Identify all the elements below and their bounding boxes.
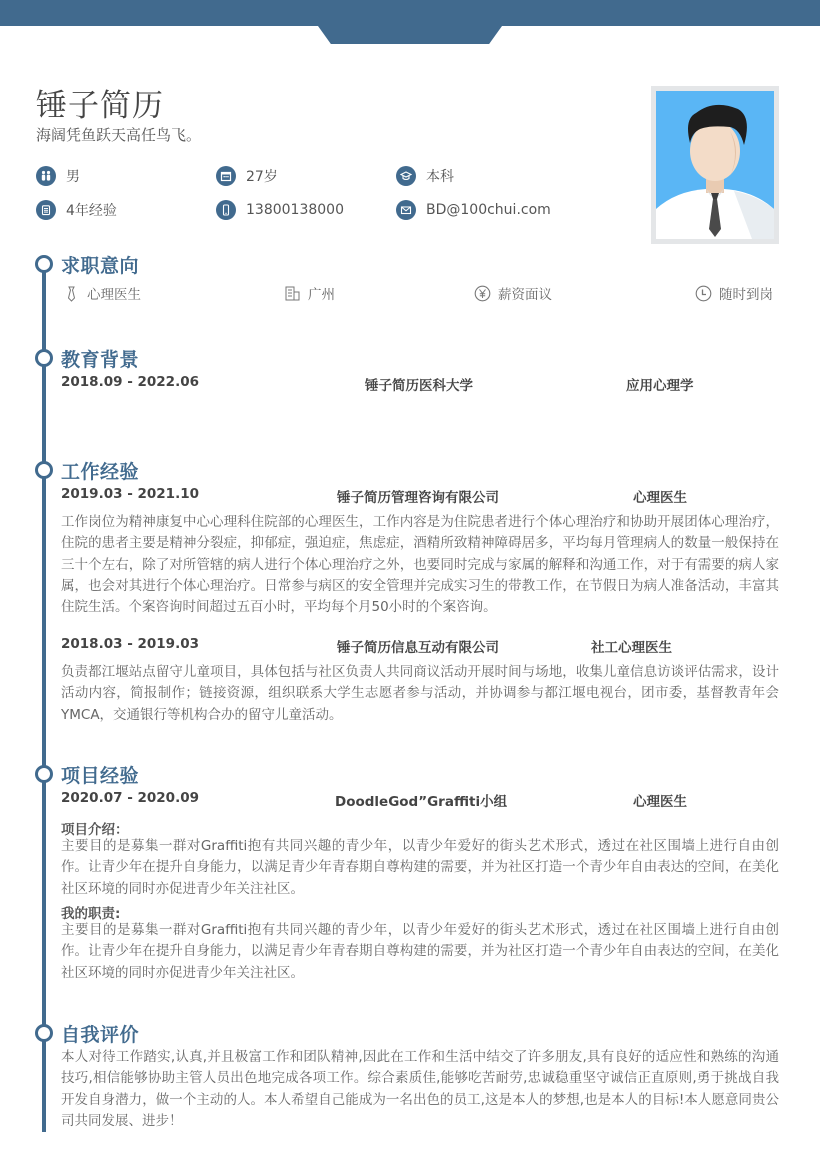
education-period: 2018.09 - 2022.06: [61, 374, 199, 390]
self-eval-text: 本人对待工作踏实,认真,并且极富工作和团队精神,因此在工作和生活中结交了许多朋友,具有良好的适应性和熟练的沟通技巧,相信能够协助主管人员出色地完成各项工作。综合素质佳,能够吃苦耐劳,忠诚稳重坚守诚信正直原则,勇于挑战自我开发自身潜力，做一个主动的人。本人希望自己能成为一名出色的员工,这是本人的梦想,也是本人的目标!本人愿意同贵公司共同发展、进步！: [61, 1049, 779, 1129]
work-description: 工作岗位为精神康复中心心理科住院部的心理医生，工作内容是为住院患者进行个体心理治疗和协助开展团体心理治疗，住院的患者主要是精神分裂症，抑郁症，强迫症，焦虑症，酒精所致精神障碍居多，平均每月管理病人的数量一般保持在三十个左右，除了对所管辖的病人进行个体心理治疗之外，也要同时完成与家属的解释和沟通工作，对于有需要的病人家属，也会对其进行个体心理治疗。日常参与病区的安全管理并完成实习生的带教工作，在节假日为病人准备活动，丰富其住院生活。个案咨询时间超过五百小时，平均每个月50小时的个案咨询。: [61, 514, 779, 616]
profile-photo: [651, 86, 779, 244]
section-dot: [35, 461, 53, 479]
resume-motto: 海阔凭鱼跃天高任鸟飞。: [36, 126, 202, 144]
project-intro: 主要目的是募集一群对Graffiti抱有共同兴趣的青少年，以青少年爱好的街头艺术形式，透过在社区围墙上进行自由创作。让青少年在提升自身能力，以满足青少年青春期自尊构建的需要，并为社区打造一个青少年自由表达的空间，在美化社区环境的同时亦促进青少年关注社区。: [61, 838, 779, 897]
work-position: 心理医生: [633, 490, 687, 506]
header-tab-decoration: [318, 26, 502, 44]
section-dot: [35, 765, 53, 783]
yen-icon: [474, 285, 491, 302]
info-degree: [396, 165, 454, 187]
intent-value: 心理医生: [87, 287, 141, 303]
info-value: 本科: [426, 169, 454, 185]
section-dot: [35, 1024, 53, 1042]
project-intro-label: 项目介绍：: [61, 822, 129, 838]
section-title-job-intent: 求职意向: [61, 255, 140, 277]
info-age: [216, 165, 278, 187]
project-period: 2020.07 - 2020.09: [61, 790, 199, 806]
info-value: 4年经验: [66, 203, 117, 219]
graduation-cap-icon: [396, 166, 416, 186]
intent-city: [284, 283, 335, 303]
section-title-education: 教育背景: [61, 349, 140, 371]
work-company: 锤子简历信息互动有限公司: [337, 640, 499, 656]
intent-value: 随时到岗: [719, 287, 773, 303]
section-title-work: 工作经验: [61, 461, 140, 483]
education-entry: [61, 374, 781, 394]
project-role: 心理医生: [633, 794, 687, 810]
info-phone: [216, 199, 344, 221]
building-icon: [284, 285, 301, 302]
resume-name: 锤子简历: [36, 88, 164, 124]
avatar-illustration: [656, 91, 774, 239]
intent-value: 广州: [308, 287, 335, 303]
mail-icon: [396, 200, 416, 220]
work-entry-header: [61, 486, 781, 506]
intent-position: [63, 283, 141, 303]
project-name: DoodleGod”Graffiti小组: [335, 794, 508, 810]
education-school: 锤子简历医科大学: [365, 378, 473, 394]
info-value: 13800138000: [246, 202, 344, 218]
education-major: 应用心理学: [626, 378, 694, 394]
calendar-icon: [216, 166, 236, 186]
gender-icon: [36, 166, 56, 186]
work-position: 社工心理医生: [591, 640, 672, 656]
work-entry-header: [61, 636, 781, 656]
header-bar: [0, 0, 820, 26]
phone-icon: [216, 200, 236, 220]
work-description: 负责都江堰站点留守儿童项目，具体包括与社区负责人共同商议活动开展时间与场地，收集儿童信息访谈评估需求，设计活动内容，简报制作；链接资源，组织联系大学生志愿者参与活动，并协调参与都江堰电视台，团市委，基督教青年会YMCA，交通银行等机构合办的留守儿童活动。: [61, 664, 779, 723]
info-experience: [36, 199, 117, 221]
work-period: 2019.03 - 2021.10: [61, 486, 199, 502]
work-company: 锤子简历管理咨询有限公司: [337, 490, 499, 506]
info-gender: [36, 165, 80, 187]
timeline-line: [42, 272, 46, 1132]
info-value: BD@100chui.com: [426, 202, 551, 218]
section-dot: [35, 349, 53, 367]
intent-salary: [474, 283, 552, 303]
tie-icon: [63, 285, 80, 302]
work-period: 2018.03 - 2019.03: [61, 636, 199, 652]
project-duty-label: 我的职责:: [61, 906, 121, 922]
section-dot: [35, 255, 53, 273]
info-value: 27岁: [246, 169, 278, 185]
clock-icon: [695, 285, 712, 302]
clipboard-icon: [36, 200, 56, 220]
info-email: [396, 199, 551, 221]
intent-value: 薪资面议: [498, 287, 552, 303]
info-value: 男: [66, 169, 80, 185]
project-entry-header: [61, 790, 781, 810]
section-title-projects: 项目经验: [61, 765, 140, 787]
intent-availability: [695, 283, 773, 303]
section-title-self-eval: 自我评价: [61, 1024, 140, 1046]
project-duty: 主要目的是募集一群对Graffiti抱有共同兴趣的青少年，以青少年爱好的街头艺术形式，透过在社区围墙上进行自由创作。让青少年在提升自身能力，以满足青少年青春期自尊构建的需要，并为社区打造一个青少年自由表达的空间，在美化社区环境的同时亦促进青少年关注社区。: [61, 922, 779, 981]
